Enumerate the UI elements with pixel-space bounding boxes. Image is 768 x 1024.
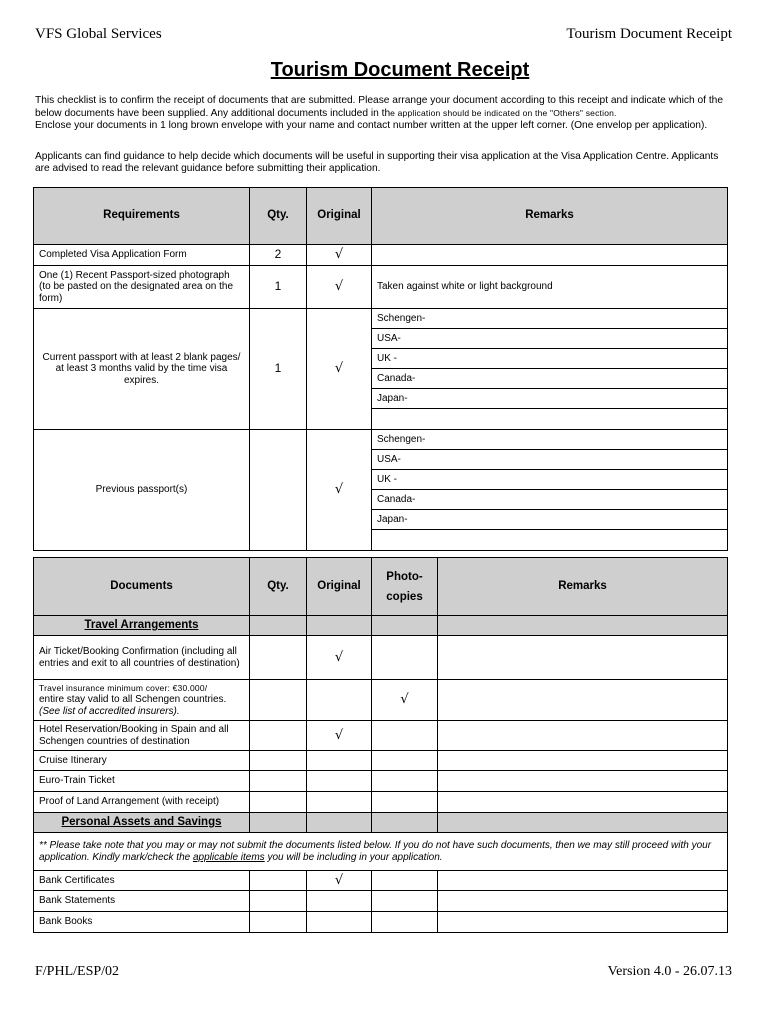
insurance-line-1: Travel insurance minimum cover: €30.000/ <box>39 682 208 693</box>
note-text-a: ** Please take note that you may or may not submit the documents listed below. If you do not have such documents, then we may still proceed with your application. Kindly mark/check the <box>39 840 712 863</box>
requirement-cell: Completed Visa Application Form <box>34 245 250 266</box>
qty-cell[interactable] <box>250 751 307 771</box>
requirements-table <box>33 187 728 551</box>
original-check[interactable]: √ <box>307 309 372 430</box>
photocopies-label-2: copies <box>386 590 423 603</box>
remarks-cell[interactable] <box>438 912 728 933</box>
original-check[interactable]: √ <box>307 636 372 680</box>
remarks-cell[interactable] <box>438 792 728 813</box>
original-check[interactable] <box>307 751 372 771</box>
document-cell: Cruise Itinerary <box>34 751 250 771</box>
qty-cell[interactable] <box>250 912 307 933</box>
table-row <box>34 771 728 792</box>
col-header-original: Original <box>307 188 372 245</box>
table-row <box>34 891 728 912</box>
insurance-line-3: (See list of accredited insurers). <box>39 705 180 717</box>
photocopy-check[interactable] <box>372 751 438 771</box>
photocopy-check[interactable] <box>372 636 438 680</box>
note-row <box>34 833 728 871</box>
country-remark-uk[interactable]: UK - <box>372 349 728 369</box>
remarks-cell[interactable] <box>438 680 728 721</box>
remarks-cell[interactable] <box>438 636 728 680</box>
photocopy-check[interactable] <box>372 771 438 792</box>
country-remark-canada[interactable]: Canada- <box>372 490 728 510</box>
original-check[interactable] <box>307 680 372 721</box>
country-remark-schengen[interactable]: Schengen- <box>372 309 728 329</box>
intro-paragraph-1 <box>35 95 735 132</box>
document-cell: Hotel Reservation/Booking in Spain and all Schengen countries of destination <box>34 721 250 751</box>
col-header-remarks: Remarks <box>372 188 728 245</box>
section-title-travel: Travel Arrangements <box>34 616 250 636</box>
original-check[interactable]: √ <box>307 871 372 891</box>
original-check[interactable] <box>307 771 372 792</box>
qty-cell[interactable] <box>250 871 307 891</box>
original-check[interactable] <box>307 912 372 933</box>
photocopy-check[interactable] <box>372 871 438 891</box>
intro-text-a: This checklist is to confirm the receipt of documents that are submitted. Please arrange your document according to this receipt and indicate which of the below documents have been supplied. Any additional documents included in th <box>35 95 724 119</box>
qty-cell[interactable]: 2 <box>250 245 307 266</box>
qty-cell[interactable] <box>250 680 307 721</box>
footer-version: Version 4.0 - 26.07.13 <box>607 964 732 979</box>
photocopies-label-1: Photo- <box>386 570 423 583</box>
document-cell: Proof of Land Arrangement (with receipt) <box>34 792 250 813</box>
col-header-photocopies <box>372 558 438 616</box>
intro-text-c: Enclose your documents in 1 long brown envelope with your name and contact number written at the upper left corner. (One envelop per application). <box>35 120 708 131</box>
col-header-documents: Documents <box>34 558 250 616</box>
footer-form-code: F/PHL/ESP/02 <box>35 964 120 979</box>
header-doc-title: Tourism Document Receipt <box>566 26 732 42</box>
qty-cell[interactable]: 1 <box>250 309 307 430</box>
remarks-cell[interactable]: Taken against white or light background <box>372 266 728 309</box>
original-check[interactable]: √ <box>307 721 372 751</box>
qty-cell[interactable] <box>250 636 307 680</box>
remarks-cell[interactable] <box>438 751 728 771</box>
country-remark-usa[interactable]: USA- <box>372 450 728 470</box>
remarks-cell[interactable] <box>438 771 728 792</box>
photocopy-check[interactable] <box>372 721 438 751</box>
table-row <box>34 721 728 751</box>
original-check[interactable] <box>307 891 372 912</box>
table-row <box>34 680 728 721</box>
requirement-cell: Previous passport(s) <box>34 430 250 551</box>
photocopy-check[interactable]: √ <box>372 680 438 721</box>
col-header-remarks: Remarks <box>438 558 728 616</box>
qty-cell[interactable] <box>250 792 307 813</box>
country-remark-japan[interactable]: Japan- <box>372 389 728 409</box>
table-row <box>34 245 728 266</box>
section-row <box>34 813 728 833</box>
country-remark-uk[interactable]: UK - <box>372 470 728 490</box>
table-row <box>34 266 728 309</box>
table-row <box>34 792 728 813</box>
table-row <box>34 430 728 450</box>
remarks-cell[interactable] <box>438 721 728 751</box>
note-text-c: you will be including in your application. <box>264 851 443 863</box>
note-text-b: applicable items <box>192 851 265 863</box>
document-cell: Bank Statements <box>34 891 250 912</box>
document-cell-insurance <box>34 680 250 721</box>
document-cell: Euro-Train Ticket <box>34 771 250 792</box>
col-header-qty: Qty. <box>250 558 307 616</box>
header-company: VFS Global Services <box>35 26 162 42</box>
col-header-qty: Qty. <box>250 188 307 245</box>
photocopy-check[interactable] <box>372 891 438 912</box>
document-cell: Air Ticket/Booking Confirmation (including all entries and exit to all countries of destination) <box>34 636 250 680</box>
section-row <box>34 616 728 636</box>
requirement-cell: Current passport with at least 2 blank pages/ at least 3 months valid by the time visa expires. <box>34 309 250 430</box>
original-check[interactable]: √ <box>307 430 372 551</box>
assets-note <box>34 833 728 871</box>
remarks-cell[interactable] <box>372 245 728 266</box>
qty-cell[interactable] <box>250 721 307 751</box>
remarks-cell[interactable] <box>438 871 728 891</box>
country-remark-blank[interactable] <box>372 409 728 430</box>
qty-cell[interactable]: 1 <box>250 266 307 309</box>
table-row <box>34 912 728 933</box>
original-check[interactable]: √ <box>307 245 372 266</box>
col-header-requirements: Requirements <box>34 188 250 245</box>
original-check[interactable]: √ <box>307 266 372 309</box>
document-cell: Bank Books <box>34 912 250 933</box>
qty-cell[interactable] <box>250 430 307 551</box>
section-title-assets: Personal Assets and Savings <box>34 813 250 833</box>
insurance-line-2: entire stay valid to all Schengen countries. <box>39 694 227 706</box>
documents-table <box>33 557 728 933</box>
table-row <box>34 636 728 680</box>
country-remark-japan[interactable]: Japan- <box>372 510 728 530</box>
intro-paragraph-2: Applicants can find guidance to help decide which documents will be useful in supporting their visa application at the Visa Application Centre. Applicants are advised to read the relevant guidance before submitting their application. <box>35 151 719 174</box>
table-row <box>34 309 728 329</box>
country-remark-schengen[interactable]: Schengen- <box>372 430 728 450</box>
table-row <box>34 751 728 771</box>
document-cell: Bank Certificates <box>34 871 250 891</box>
photocopy-check[interactable] <box>372 792 438 813</box>
qty-cell[interactable] <box>250 771 307 792</box>
country-remark-canada[interactable]: Canada- <box>372 369 728 389</box>
original-check[interactable] <box>307 792 372 813</box>
intro-text-b: e application should be indicated on the "Others" section. <box>390 108 617 118</box>
country-remark-usa[interactable]: USA- <box>372 329 728 349</box>
remarks-cell[interactable] <box>438 891 728 912</box>
qty-cell[interactable] <box>250 891 307 912</box>
col-header-original: Original <box>307 558 372 616</box>
photocopy-check[interactable] <box>372 912 438 933</box>
table-row <box>34 871 728 891</box>
page-title: Tourism Document Receipt <box>270 59 530 81</box>
requirement-cell: One (1) Recent Passport-sized photograph (to be pasted on the designated area on the form) <box>34 266 250 309</box>
country-remark-blank[interactable] <box>372 530 728 551</box>
